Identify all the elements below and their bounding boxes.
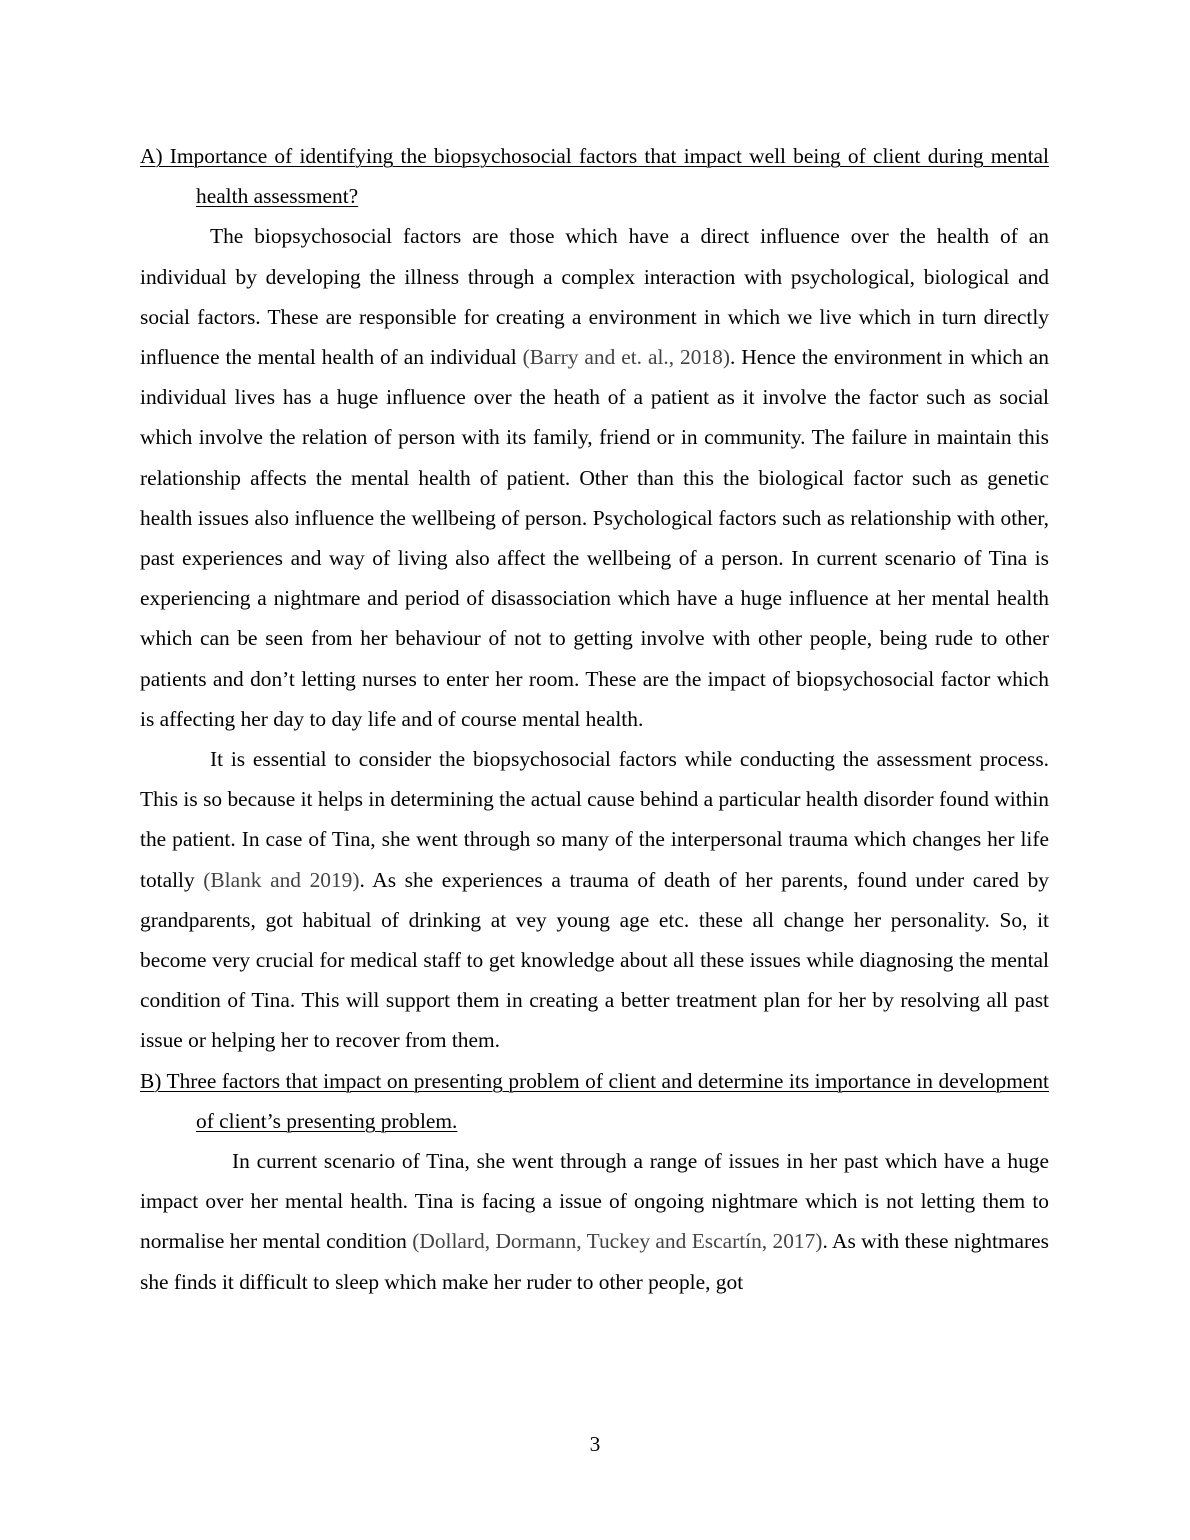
citation-blank: (Blank and 2019) <box>203 867 360 892</box>
citation-barry: (Barry and et. al., 2018) <box>522 345 730 370</box>
section-b-paragraph-1 <box>140 1141 1049 1302</box>
page-body <box>140 136 1049 1302</box>
paragraph-text: It is essential to consider the biopsychosocial factors while conducting the assessment process. This is so because it helps in determining the actual cause behind a particular health disorder found within the patient. In case of Tina, she went through so many of the interpersonal trauma which changes her life totally <box>140 747 1049 892</box>
paragraph-text: The biopsychosocial factors are those which have a direct influence over the health of an individual by developing the illness through a complex interaction with psychological, biological and social factors. These are responsible for creating a environment in which we live which in turn directly influence the mental health of an individual <box>140 224 1049 370</box>
section-a-paragraph-2 <box>140 739 1049 1061</box>
paragraph-text: . Hence the environment in which an individual lives has a huge influence over the heath of a patient as it involve the factor such as social which involve the relation of person with its family, friend or in community. The failure in maintain this relationship affects the mental health of patient. Other than this the biological factor such as genetic health issues also influence the wellbeing of person. Psychological factors such as relationship with other, past experiences and way of living also affect the wellbeing of a person. In current scenario of Tina is experiencing a nightmare and period of disassociation which have a huge influence at her mental health which can be seen from her behaviour of not to getting involve with other people, being rude to other patients and don’t letting nurses to enter her room. These are the impact of biopsychosocial factor which is affecting her day to day life and of course mental health. <box>140 345 1049 731</box>
section-a-heading: A) Importance of identifying the biopsychosocial factors that impact well being of client during mental health assessment? <box>140 144 1049 209</box>
section-a-paragraph-1 <box>140 216 1049 739</box>
page-number: 3 <box>589 1432 601 1456</box>
section-b-heading: B) Three factors that impact on presenting problem of client and determine its importance in development of client’s presenting problem. <box>140 1068 1049 1133</box>
citation-dollard: (Dollard, Dormann, Tuckey and Escartín, 2017) <box>412 1229 823 1254</box>
paragraph-text: . As with these nightmares she finds it difficult to sleep which make her ruder to other people, got <box>140 1229 1049 1294</box>
paragraph-text: In current scenario of Tina, she went through a range of issues in her past which have a huge impact over her mental health. Tina is facing a issue of ongoing nightmare which is not letting them to normalise her mental condition <box>140 1149 1049 1254</box>
paragraph-text: . As she experiences a trauma of death of her parents, found under cared by grandparents, got habitual of drinking at vey young age etc. these all change her personality. So, it become very crucial for medical staff to get knowledge about all these issues while diagnosing the mental condition of Tina. This will support them in creating a better treatment plan for her by resolving all past issue or helping her to recover from them. <box>140 867 1049 1053</box>
